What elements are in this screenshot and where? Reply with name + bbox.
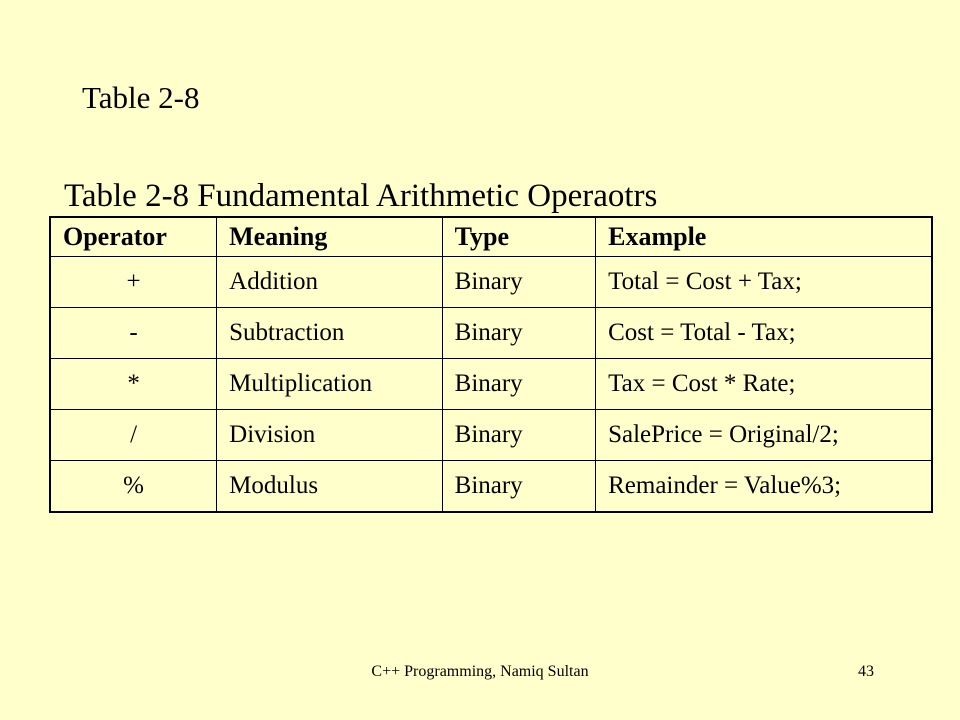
cell-meaning: Division xyxy=(217,410,443,461)
cell-type: Binary xyxy=(442,461,595,513)
cell-meaning: Subtraction xyxy=(217,308,443,359)
header-meaning: Meaning xyxy=(217,217,443,257)
cell-operator: / xyxy=(50,410,217,461)
table-row xyxy=(50,461,932,513)
table-row xyxy=(50,410,932,461)
table-row xyxy=(50,359,932,410)
cell-example: Total = Cost + Tax; xyxy=(596,257,932,308)
cell-type: Binary xyxy=(442,308,595,359)
cell-meaning: Multiplication xyxy=(217,359,443,410)
cell-meaning: Addition xyxy=(217,257,443,308)
cell-example: Remainder = Value%3; xyxy=(596,461,932,513)
cell-type: Binary xyxy=(442,359,595,410)
cell-type: Binary xyxy=(442,257,595,308)
cell-operator: - xyxy=(50,308,217,359)
slide-title: Table 2-8 xyxy=(82,80,200,115)
footer-text: C++ Programming, Namiq Sultan xyxy=(371,663,589,680)
cell-example: SalePrice = Original/2; xyxy=(596,410,932,461)
cell-operator: % xyxy=(50,461,217,513)
cell-meaning: Modulus xyxy=(217,461,443,513)
cell-type: Binary xyxy=(442,410,595,461)
cell-operator: * xyxy=(50,359,217,410)
table-row xyxy=(50,308,932,359)
cell-example: Cost = Total - Tax; xyxy=(596,308,932,359)
page-number: 43 xyxy=(858,663,874,680)
header-operator: Operator xyxy=(50,217,217,257)
header-example: Example xyxy=(596,217,932,257)
arithmetic-operators-table xyxy=(49,216,933,513)
table-caption: Table 2-8 Fundamental Arithmetic Operaotrs xyxy=(64,178,658,214)
cell-example: Tax = Cost * Rate; xyxy=(596,359,932,410)
cell-operator: + xyxy=(50,257,217,308)
header-type: Type xyxy=(442,217,595,257)
table-row xyxy=(50,257,932,308)
table-header-row xyxy=(50,217,932,257)
